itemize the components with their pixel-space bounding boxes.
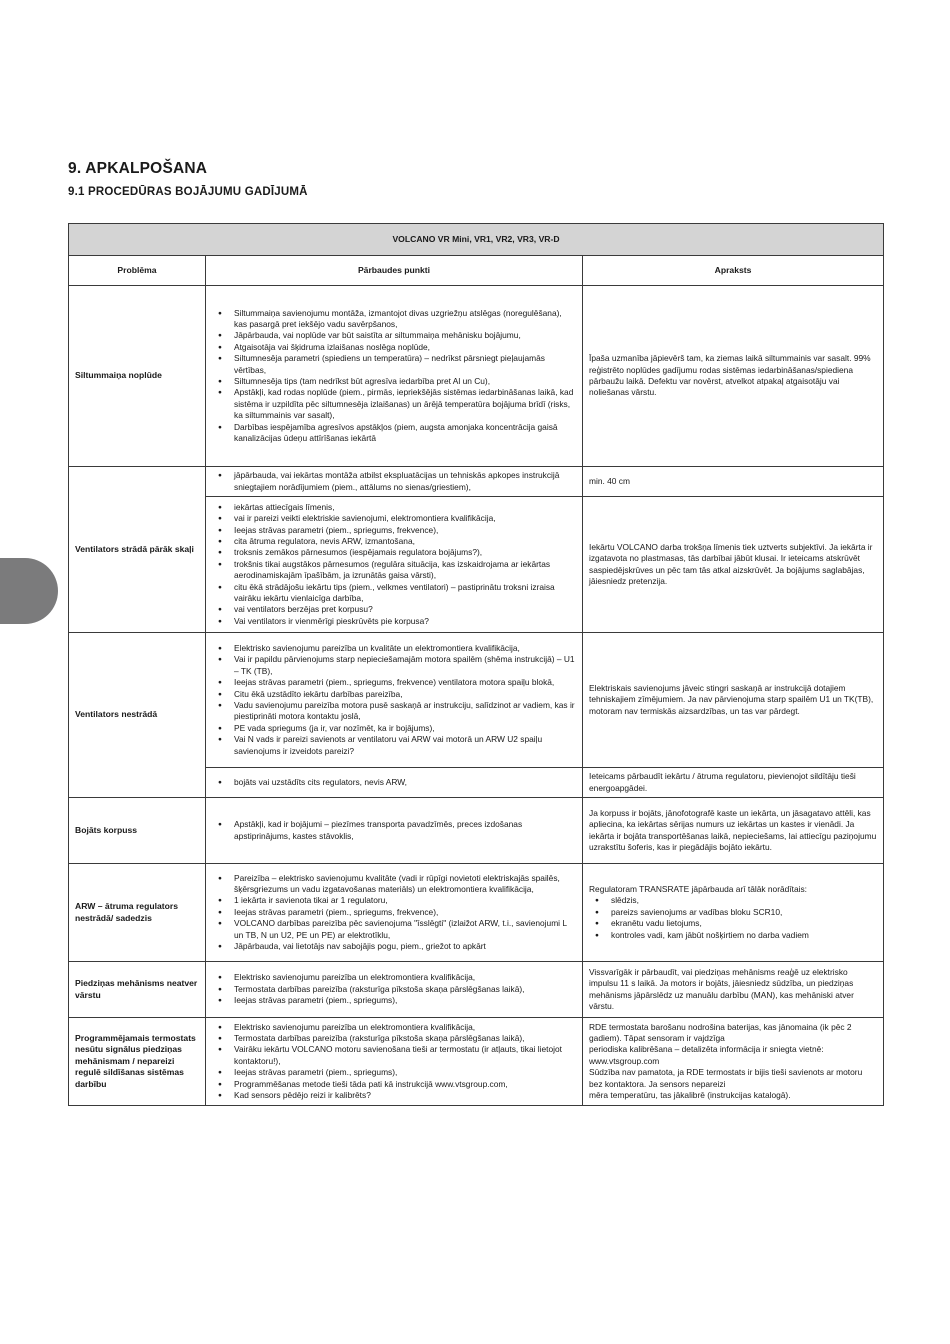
description-cell: Iekārtu VOLCANO darba trokšņa līmenis tiek uztverts subjektīvi. Ja iekārta ir izgatavota no plastmasas, tās darbībai jābūt klusai. Ir ieteicams atskrūvēt saspiedējskrūves un pēc tam tās atkal aizskrūvēt. Ja bojājums saglabājas, jāiesniedz pretenzija. xyxy=(583,497,884,633)
header-description: Apraksts xyxy=(583,256,884,286)
list-item: ● Ieejas strāvas parametri (piem., spriegums), xyxy=(234,995,576,1006)
description-line: periodiska kalibrēšana – detalizēta informācija ir sniegta vietnē: www.vtsgroup.com xyxy=(589,1044,824,1066)
list-item: ● vai ir pareizi veikti elektriskie savienojumi, elektromontiera kvalifikācija, xyxy=(234,513,576,524)
checks-cell xyxy=(206,768,583,798)
description-cell: Īpaša uzmanība jāpievērš tam, ka ziemas laikā siltummainis var sasalt. 99% reģistrēto noplūdes gadījumu rodas sistēmas iedarbināšanas/spiediena pārbaužu laikā. Defektu var novērst, atvelkot atpakaļ atgaisotāju vai noliešanas vārstu. xyxy=(583,286,884,467)
checks-cell xyxy=(206,286,583,467)
problem-cell: Bojāts korpuss xyxy=(69,798,206,864)
list-item: ● Apstākļi, kad rodas noplūde (piem., pirmās, iepriekšējās sistēmas iedarbināšanas laikā, kad sistēma ir uzpildīta pēc siltumnesēja izlaišanas) un ārējā temperatūra bojājuma brīdī (risks, ka siltummainis var sasalt), xyxy=(234,387,576,421)
description-cell xyxy=(583,864,884,962)
list-item: ● citu ēkā strādājošu iekārtu tips (piem., velkmes ventilatori) – pastiprinātu troksni izraisa vairāku iekārtu vienlaicīga darbība, xyxy=(234,582,576,605)
list-item: ● Vai N vads ir pareizi savienots ar ventilatoru vai ARW vai motorā un ARW U2 spaiļu savienojums ir izveidots pareizi? xyxy=(234,734,576,757)
checks-list xyxy=(212,1022,576,1102)
list-item: ● trokšnis tikai augstākos pārnesumos (regulāra situācija, kas izskaidrojama ar iekārtas aerodinamiskajām īpašībām, ja izrunātās gaisa vārsti), xyxy=(234,559,576,582)
list-item: ● Elektrisko savienojumu pareizība un kvalitāte un elektromontiera kvalifikācija, xyxy=(234,643,576,654)
list-item: ● PE vada spriegums (ja ir, var nozīmēt, ka ir bojājums), xyxy=(234,723,576,734)
list-item: ● Siltumnesēja tips (tam nedrīkst būt agresīva iedarbība pret Al un Cu), xyxy=(234,376,576,387)
checks-cell xyxy=(206,497,583,633)
list-item: ● Ieejas strāvas parametri (piem., spriegums, frekvence), xyxy=(234,525,576,536)
description-line: Sūdzība nav pamatota, ja RDE termostats ir bijis tieši savienots ar motoru bez kontaktora. Ja sensors nepareizi xyxy=(589,1067,863,1089)
chapter-tab-marker xyxy=(0,558,58,624)
checks-list xyxy=(212,470,576,493)
list-item: ● Jāpārbauda, vai lietotājs nav sabojājis pogu, piem., griežot to apkārt xyxy=(234,941,576,952)
section-subheading: 9.1 PROCEDŪRAS BOJĀJUMU GADĪJUMĀ xyxy=(68,186,308,198)
table-header-row xyxy=(69,256,884,286)
list-item: ● jāpārbauda, vai iekārtas montāža atbilst ekspluatācijas un tehniskās apkopes instrukcijā sniegtajiem norādījumiem (piem., attālums no sienas/griestiem), xyxy=(234,470,576,493)
list-item: ● bojāts vai uzstādīts cits regulators, nevis ARW, xyxy=(234,777,576,788)
troubleshooting-table xyxy=(68,223,884,1106)
problem-cell: Siltummaiņa noplūde xyxy=(69,286,206,467)
checks-list xyxy=(212,643,576,757)
list-item: ● iekārtas attiecīgais līmenis, xyxy=(234,502,576,513)
description-cell: min. 40 cm xyxy=(583,467,884,497)
table-row xyxy=(69,798,884,864)
checks-cell xyxy=(206,1018,583,1106)
description-cell: Vissvarīgāk ir pārbaudīt, vai piedziņas mehānisms reaģē uz elektrisko impulsu 11 s laikā. Ja motors ir bojāts, jāiesniedz sūdzība, un piedziņas mehānisms jāpārslēdz uz manuālu darbību (MAN), kas mehāniski atver vārstu. xyxy=(583,962,884,1018)
problem-cell: Ventilators nestrādā xyxy=(69,633,206,798)
list-item: ● troksnis zemākos pārnesumos (iespējamais regulatora bojājums?), xyxy=(234,547,576,558)
list-item: ● Ieejas strāvas parametri (piem., spriegums, frekvence), xyxy=(234,907,576,918)
checks-cell xyxy=(206,633,583,768)
checks-list xyxy=(212,972,576,1006)
header-checks: Pārbaudes punkti xyxy=(206,256,583,286)
list-item: ● Siltumnesēja parametri (spiediens un temperatūra) – nedrīkst pārsniegt pieļaujamās vērtības, xyxy=(234,353,576,376)
list-item: ● cita ātruma regulatora, nevis ARW, izmantošana, xyxy=(234,536,576,547)
list-item: ● ekranētu vadu lietojums, xyxy=(611,918,877,929)
description-cell: Elektriskais savienojums jāveic stingri saskaņā ar instrukcijā dotajiem tehniskajiem zīmējumiem. Ja nav pārvienojuma starp spailēm U1 un TK(TB), motoram nav termiskās aizsardzības, un tas var pārdegt. xyxy=(583,633,884,768)
table-title: VOLCANO VR Mini, VR1, VR2, VR3, VR-D xyxy=(69,224,884,256)
list-item: ● Vai ventilators ir vienmērīgi pieskrūvēts pie korpusa? xyxy=(234,616,576,627)
list-item: ● Ieejas strāvas parametri (piem., spriegums), xyxy=(234,1067,576,1078)
checks-cell xyxy=(206,962,583,1018)
list-item: ● VOLCANO darbības pareizība pēc savienojuma "īsslēgti" (izlaižot ARW, t.i., savienojumi L un TB, N un U2, PE un PE) ar elektrotīklu, xyxy=(234,918,576,941)
problem-cell: Programmējamais termostats nesūtu signālus piedziņas mehānismam / nepareizi regulē sildīšanas sistēmas darbību xyxy=(69,1018,206,1106)
problem-cell: Ventilators strādā pārāk skaļi xyxy=(69,467,206,633)
checks-cell xyxy=(206,864,583,962)
header-problem: Problēma xyxy=(69,256,206,286)
table-row xyxy=(69,864,884,962)
table-row xyxy=(69,1018,884,1106)
list-item: ● Termostata darbības pareizība (raksturīga pīkstoša skaņa pārslēgšanas laikā), xyxy=(234,984,576,995)
list-item: ● Elektrisko savienojumu pareizība un elektromontiera kvalifikācija, xyxy=(234,972,576,983)
table-row xyxy=(69,286,884,467)
list-item: ● Programmēšanas metode tieši tāda pati kā instrukcijā www.vtsgroup.com, xyxy=(234,1079,576,1090)
list-item: ● Vadu savienojumu pareizība motora pusē saskaņā ar instrukciju, salīdzinot ar vadiem, kas ir piestiprināti motora kontaktu joslā, xyxy=(234,700,576,723)
checks-cell xyxy=(206,467,583,497)
list-item: ● Pareizība – elektrisko savienojumu kvalitāte (vadi ir rūpīgi novietoti elektriskajās spailēs, šķērsgriezums un vadu izgatavošanas materiāls) un elektromontiera kvalifikācija, xyxy=(234,873,576,896)
list-item: ● vai ventilators berzējas pret korpusu? xyxy=(234,604,576,615)
list-item: ● Ieejas strāvas parametri (piem., spriegums, frekvence) ventilatora motora spaiļu blokā, xyxy=(234,677,576,688)
list-item: ● Kad sensors pēdējo reizi ir kalibrēts? xyxy=(234,1090,576,1101)
description-cell: Ieteicams pārbaudīt iekārtu / ātruma regulatoru, pievienojot sildītāju tieši energoapgādei. xyxy=(583,768,884,798)
description-line: mēra temperatūru, tas jākalibrē (instrukcijas katalogā). xyxy=(589,1090,791,1101)
checks-list xyxy=(212,308,576,445)
list-item: ● kontroles vadi, kam jābūt nošķirtiem no darba vadiem xyxy=(611,930,877,941)
list-item: ● Citu ēkā uzstādīto iekārtu darbības pareizība, xyxy=(234,689,576,700)
description-cell xyxy=(583,1018,884,1106)
list-item: ● Atgaisotāja vai šķidruma izlaišanas noslēga noplūde, xyxy=(234,342,576,353)
list-item: ● Apstākļi, kad ir bojājumi – piezīmes transporta pavadzīmēs, preces izdošanas apstiprinājums, kastes stāvoklis, xyxy=(234,819,576,842)
checks-cell xyxy=(206,798,583,864)
table-title-row xyxy=(69,224,884,256)
description-line: RDE termostata barošanu nodrošina baterijas, kas jānomaina (ik pēc 2 gadiem). Tāpat sensoram ir vajdzīga xyxy=(589,1021,852,1043)
checks-list xyxy=(212,502,576,627)
page-heading: 9. APKALPOŠANA xyxy=(68,160,208,177)
table-row xyxy=(69,467,884,497)
list-item: ● Vairāku iekārtu VOLCANO motoru savienošana tieši ar termostatu (ir atļauts, tikai lietojot kontaktoru!), xyxy=(234,1044,576,1067)
list-item: ● slēdzis, xyxy=(611,895,877,906)
checks-list xyxy=(212,777,576,788)
list-item: ● pareizs savienojums ar vadības bloku SCR10, xyxy=(611,907,877,918)
list-item: ● Termostata darbības pareizība (raksturīga pīkstoša skaņa pārslēgšanas laikā), xyxy=(234,1033,576,1044)
table-row xyxy=(69,962,884,1018)
description-intro: Regulatoram TRANSRATE jāpārbauda arī tālāk norādītais: xyxy=(589,883,808,894)
problem-cell: ARW – ātruma regulators nestrādā/ sadedzis xyxy=(69,864,206,962)
list-item: ● Vai ir papildu pārvienojums starp nepieciešamajām motora spailēm (shēma instrukcijā) – U1 – TK (TB), xyxy=(234,654,576,677)
checks-list xyxy=(212,873,576,953)
checks-list xyxy=(212,819,576,842)
table-row xyxy=(69,633,884,768)
list-item: ● Elektrisko savienojumu pareizība un elektromontiera kvalifikācija, xyxy=(234,1022,576,1033)
list-item: ● Jāpārbauda, vai noplūde var būt saistīta ar siltummaiņa mehānisku bojājumu, xyxy=(234,330,576,341)
list-item: ● Siltummaiņa savienojumu montāža, izmantojot divas uzgriežņu atslēgas (noregulēšana), kas pasargā pret iekšējo vadu savērpšanos, xyxy=(234,308,576,331)
list-item: ● Darbības iespējamība agresīvos apstākļos (piem, augsta amonjaka koncentrācija gaisā kanalizācijas ūdeņu attīrīšanas iekārtā xyxy=(234,422,576,445)
description-cell: Ja korpuss ir bojāts, jānofotografē kaste un iekārta, un jāsagatavo attēli, kas apliecina, ka iekārtas sērijas numurs uz iekārtas un kastes ir vienādi. Ja iekārta ir bojāta transportēšanas laikā, nepieciešams, lai attiecīgu paziņojumu uzrakstītu šoferis, kas ir piegādājis bojāto iekārtu. xyxy=(583,798,884,864)
description-list xyxy=(589,895,877,941)
problem-cell: Piedziņas mehānisms neatver vārstu xyxy=(69,962,206,1018)
list-item: ● 1 iekārta ir savienota tikai ar 1 regulatoru, xyxy=(234,895,576,906)
